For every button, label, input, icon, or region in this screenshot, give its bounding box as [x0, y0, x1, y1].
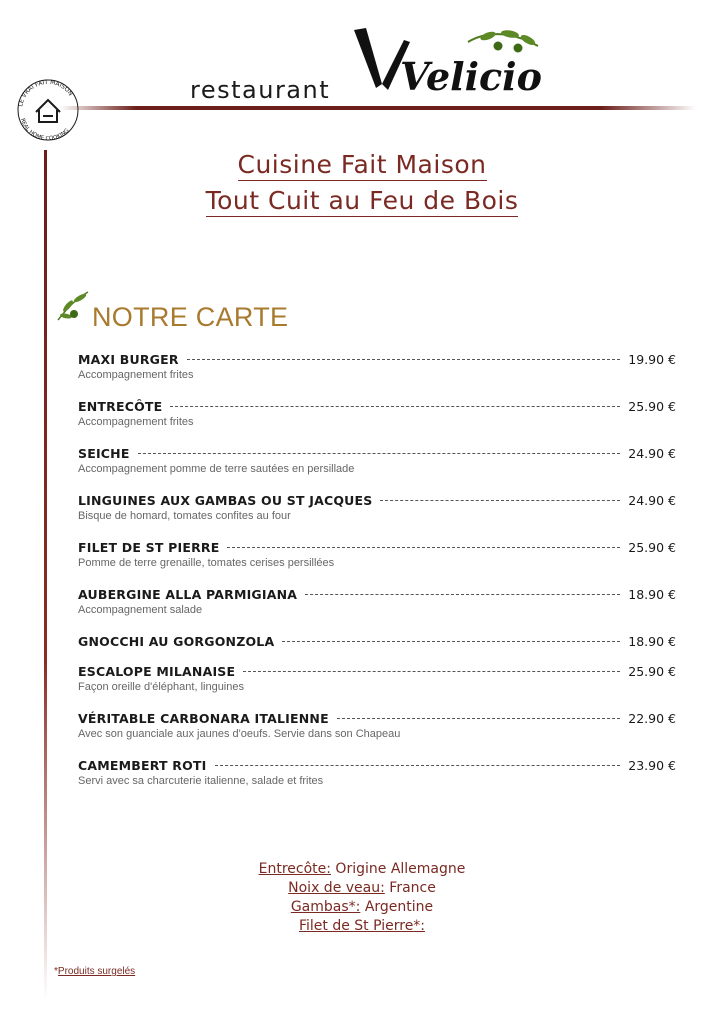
footnote-text: Produits surgelés	[57, 966, 136, 977]
footnote	[54, 966, 135, 977]
origin-label: Gambas*:	[290, 899, 361, 915]
dish-description: Accompagnement frites	[78, 416, 194, 428]
section-title: NOTRE CARTE	[92, 302, 289, 332]
leader-dots	[305, 594, 620, 595]
leader-dots	[215, 765, 621, 766]
tagline-1	[0, 150, 724, 179]
dish-description: Avec son guanciale aux jaunes d'oeufs. Servie dans son Chapeau	[78, 728, 401, 740]
leader-dots	[170, 406, 620, 407]
leader-dots	[337, 718, 620, 719]
header-divider	[60, 106, 696, 110]
dish-description: Accompagnement pomme de terre sautées en persillade	[78, 463, 355, 475]
dish-price: 18.90 €	[628, 634, 676, 649]
dish-description: Façon oreille d'éléphant, linguines	[78, 681, 244, 693]
tagline-2-text: Tout Cuit au Feu de Bois	[205, 186, 519, 215]
dish-description: Pomme de terre grenaille, tomates cerises persillées	[78, 557, 335, 569]
restaurant-logo	[348, 24, 558, 104]
dish-name: GNOCCHI AU GORGONZOLA	[78, 634, 275, 649]
origins-list	[0, 860, 724, 936]
dish-name: MAXI BURGER	[78, 352, 179, 367]
dish-name: SEICHE	[78, 446, 130, 461]
tagline-1-text: Cuisine Fait Maison	[237, 150, 487, 179]
dish-name: ENTRECÔTE	[78, 399, 163, 414]
dish-price: 25.90 €	[628, 540, 676, 555]
leader-dots	[243, 671, 620, 672]
dish-price: 25.90 €	[628, 399, 676, 414]
origin-line	[0, 879, 724, 898]
olive-branch-icon	[54, 286, 96, 326]
footnote-star: *	[54, 966, 58, 977]
menu-list	[78, 352, 676, 805]
menu-item	[78, 711, 676, 758]
menu-item	[78, 493, 676, 540]
svg-text:REAL HOME COOKING: REAL HOME COOKING	[18, 117, 71, 143]
dish-description: Servi avec sa charcuterie italienne, salade et frites	[78, 775, 324, 787]
dish-name: CAMEMBERT ROTI	[78, 758, 207, 773]
dish-price: 18.90 €	[628, 587, 676, 602]
menu-item	[78, 664, 676, 711]
dish-name: AUBERGINE ALLA PARMIGIANA	[78, 587, 298, 602]
menu-item	[78, 352, 676, 399]
logo-text: Velicio	[400, 54, 542, 99]
origin-label: Filet de St Pierre*:	[298, 918, 426, 934]
origin-label: Entrecôte:	[258, 861, 331, 877]
menu-item	[78, 587, 676, 634]
leader-dots	[187, 359, 621, 360]
dish-description: Accompagnement frites	[78, 369, 194, 381]
dish-name: FILET DE ST PIERRE	[78, 540, 220, 555]
dish-description: Bisque de homard, tomates confites au four	[78, 510, 291, 522]
leader-dots	[227, 547, 620, 548]
dish-description: Accompagnement salade	[78, 604, 203, 616]
dish-price: 19.90 €	[628, 352, 676, 367]
dish-price: 24.90 €	[628, 446, 676, 461]
origin-value: Origine Allemagne	[330, 861, 466, 877]
tagline-2	[0, 186, 724, 215]
dish-price: 25.90 €	[628, 664, 676, 679]
origin-line	[0, 898, 724, 917]
menu-item	[78, 540, 676, 587]
origin-label: Noix de veau:	[288, 880, 385, 896]
menu-item	[78, 446, 676, 493]
menu-item	[78, 399, 676, 446]
origin-value: France	[384, 880, 436, 896]
dish-name: VÉRITABLE CARBONARA ITALIENNE	[78, 711, 329, 726]
dish-name: LINGUINES AUX GAMBAS OU ST JACQUES	[78, 493, 373, 508]
dish-price: 24.90 €	[628, 493, 676, 508]
menu-item	[78, 634, 676, 664]
leader-dots	[282, 641, 620, 642]
svg-text:LE VRAI FAIT MAISON: LE VRAI FAIT MAISON	[17, 78, 75, 108]
dish-name: ESCALOPE MILANAISE	[78, 664, 236, 679]
origin-value: Argentine	[360, 899, 434, 915]
origin-line	[0, 860, 724, 879]
leader-dots	[138, 453, 621, 454]
menu-item	[78, 758, 676, 805]
dish-price: 23.90 €	[628, 758, 676, 773]
leader-dots	[380, 500, 620, 501]
brand-word: restaurant	[190, 76, 331, 104]
origin-line	[0, 917, 724, 936]
dish-price: 22.90 €	[628, 711, 676, 726]
